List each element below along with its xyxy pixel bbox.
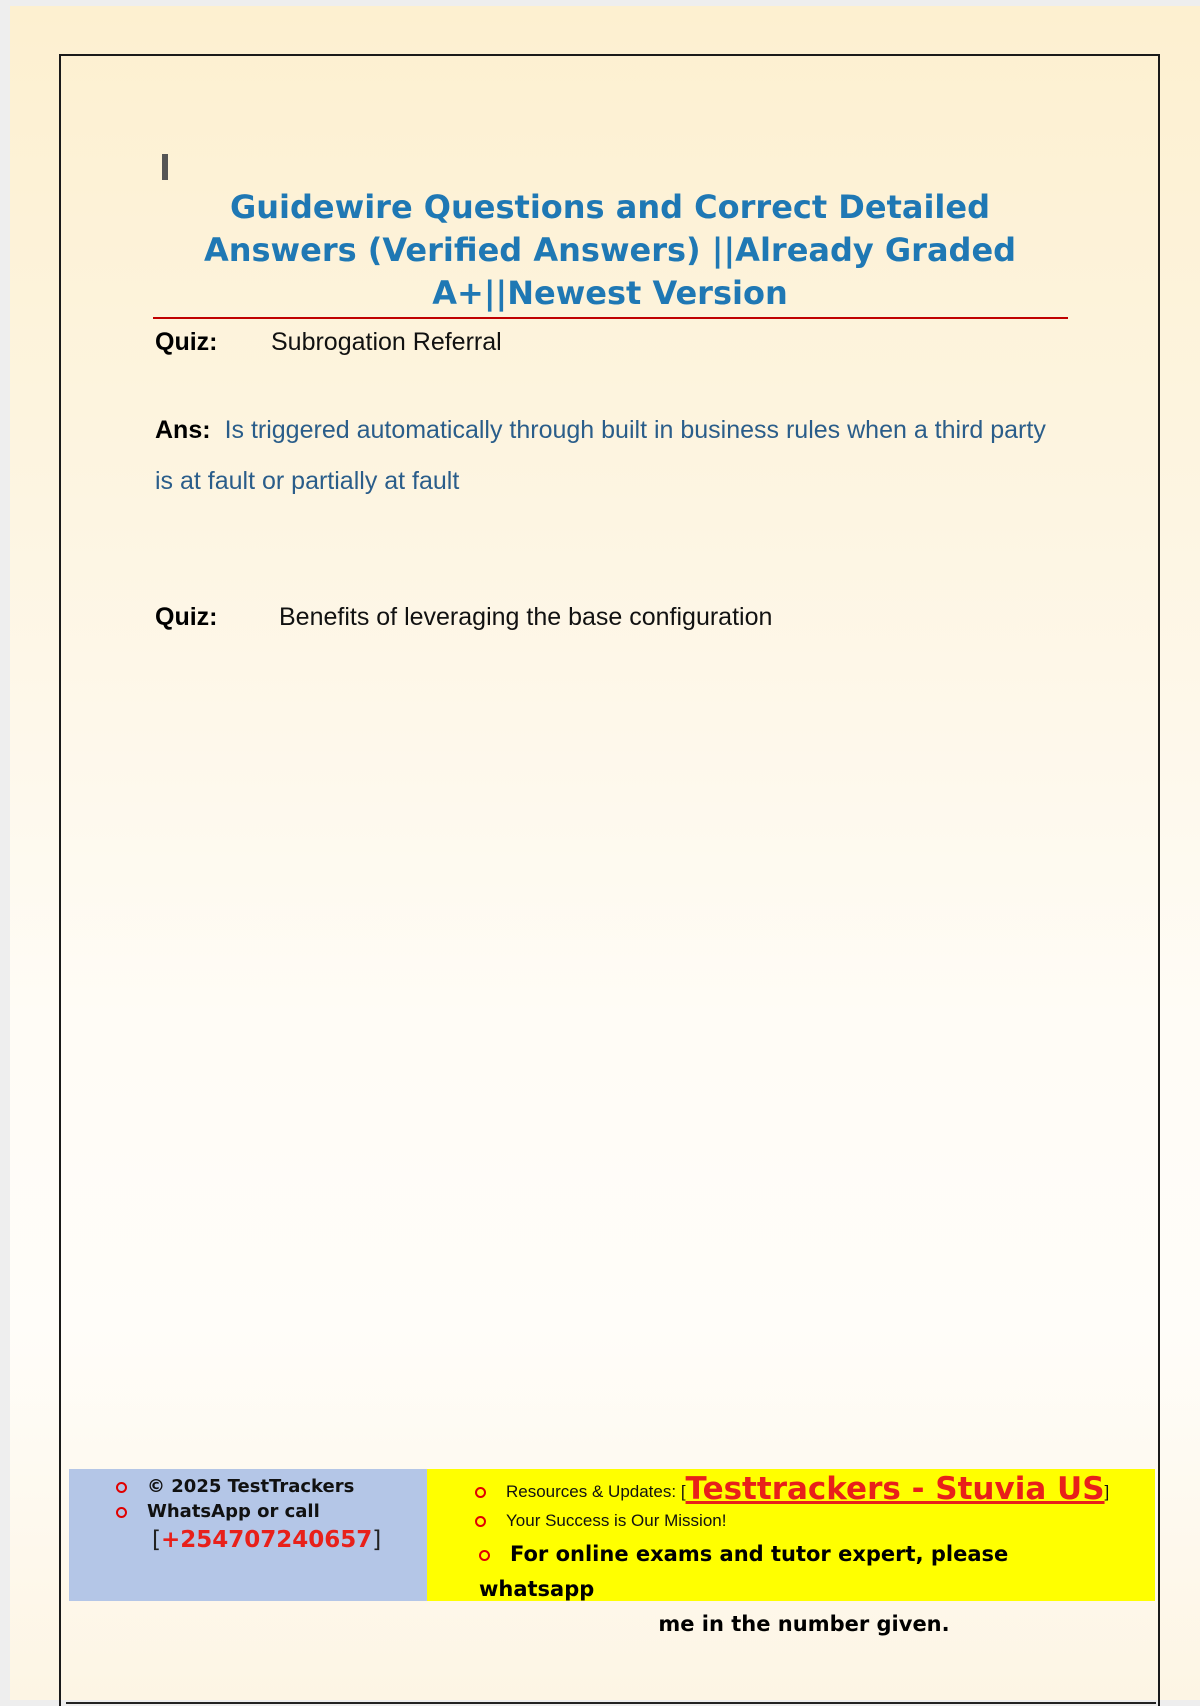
footer-note <box>479 1537 1129 1642</box>
footer-contact-box <box>69 1469 427 1601</box>
quiz-question-2: Benefits of leveraging the base configuration <box>279 603 773 631</box>
footer-mission-row <box>475 1511 726 1531</box>
footer-contact-label: WhatsApp or call <box>147 1501 320 1522</box>
footer-note-line2: me in the number given. <box>658 1612 950 1636</box>
footer-phone-row: [+254707240657] <box>152 1527 382 1553</box>
bullet-icon <box>116 1507 127 1518</box>
footer-phone[interactable]: +254707240657 <box>160 1527 373 1553</box>
document-title: Guidewire Questions and Correct Detailed Answers (Verified Answers) ||Already Graded A+||Newest Version <box>203 188 1017 312</box>
bottom-divider <box>66 1702 1156 1704</box>
text-cursor-mark <box>162 154 168 180</box>
bullet-icon <box>475 1487 486 1498</box>
footer-resources-link[interactable]: Testtrackers - Stuvia US <box>685 1471 1105 1507</box>
footer-mission: Your Success is Our Mission! <box>506 1511 727 1530</box>
quiz-label-1: Quiz: <box>155 328 218 356</box>
bullet-icon <box>479 1550 490 1561</box>
footer-resources-row: Resources & Updates: [Testtrackers - Stuvia US] <box>475 1471 1109 1507</box>
document-page <box>10 6 1200 1700</box>
bullet-icon <box>116 1482 127 1493</box>
footer-resources-label: Resources & Updates: <box>506 1482 677 1501</box>
footer-info-box <box>427 1469 1155 1636</box>
footer-copyright: © 2025 TestTrackers <box>147 1476 355 1497</box>
bullet-icon <box>475 1516 486 1527</box>
answer-block-1 <box>155 405 1055 507</box>
footer-note-line1: For online exams and tutor expert, please whatsapp <box>479 1542 1009 1601</box>
quiz-question-1: Subrogation Referral <box>271 328 502 356</box>
answer-label-1: Ans: <box>155 416 211 444</box>
title-underline <box>153 317 1068 319</box>
footer-copyright-row <box>116 1474 427 1499</box>
answer-text-1: Is triggered automatically through built in business rules when a third party is at fault or partially at fault <box>155 416 1046 495</box>
quiz-label-2: Quiz: <box>155 603 218 631</box>
footer-contact-row <box>116 1499 427 1524</box>
